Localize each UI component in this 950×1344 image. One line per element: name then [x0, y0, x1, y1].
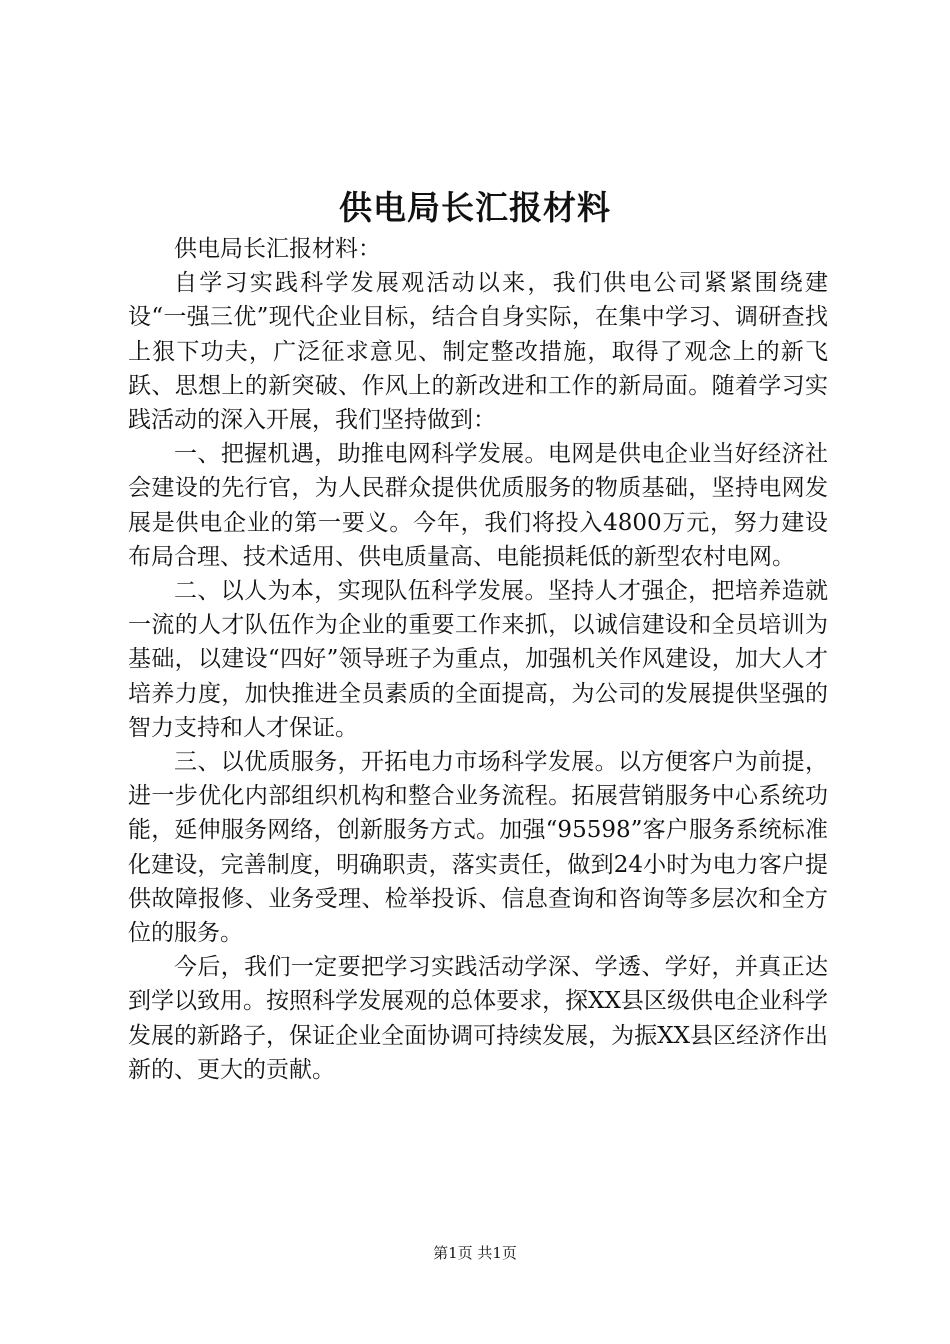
paragraph-section-1: 一、把握机遇，助推电网科学发展。电网是供电企业当好经济社会建设的先行官，为人民群众提供优质服务的物质基础，坚持电网发展是供电企业的第一要义。今年，我们将投入4800万元，努力建设布局合理、技术适用、供电质量高、电能损耗低的新型农村电网。 [128, 441, 828, 570]
paragraph-opening: 自学习实践科学发展观活动以来，我们供电公司紧紧围绕建设“一强三优”现代企业目标，结合自身实际，在集中学习、调研查找上狠下功夫，广泛征求意见、制定整改措施，取得了观念上的新飞跃、思想上的新突破、作风上的新改进和工作的新局面。随着学习实践活动的深入开展，我们坚持做到： [128, 270, 828, 434]
paragraph-section-2: 二、以人为本，实现队伍科学发展。坚持人才强企，把培养造就一流的人才队伍作为企业的重要工作来抓，以诚信建设和全员培训为基础，以建设“四好”领导班子为重点，加强机关作风建设，加大人才培养力度，加快推进全员素质的全面提高，为公司的发展提供坚强的智力支持和人才保证。 [128, 578, 828, 741]
paragraph-section-3: 三、以优质服务，开拓电力市场科学发展。以方便客户为前提，进一步优化内部组织机构和整合业务流程。拓展营销服务中心系统功能，延伸服务网络，创新服务方式。加强“95598”客户服务系统标准化建设，完善制度，明确职责，落实责任，做到24小时为电力客户提供故障报修、业务受理、检举投诉、信息查询和咨询等多层次和全方位的服务。 [128, 749, 828, 947]
page-footer: 第1页 共1页 [433, 1244, 517, 1262]
document-title: 供电局长汇报材料 [339, 188, 611, 227]
document-body [128, 232, 828, 1087]
intro-paragraph: 供电局长汇报材料： [174, 236, 381, 262]
paragraph-conclusion: 今后，我们一定要把学习实践活动学深、学透、学好，并真正达到学以致用。按照科学发展观的总体要求，探XX县区级供电企业科学发展的新路子，保证企业全面协调可持续发展，为振XX县区经济作出新的、更大的贡献。 [128, 954, 828, 1083]
